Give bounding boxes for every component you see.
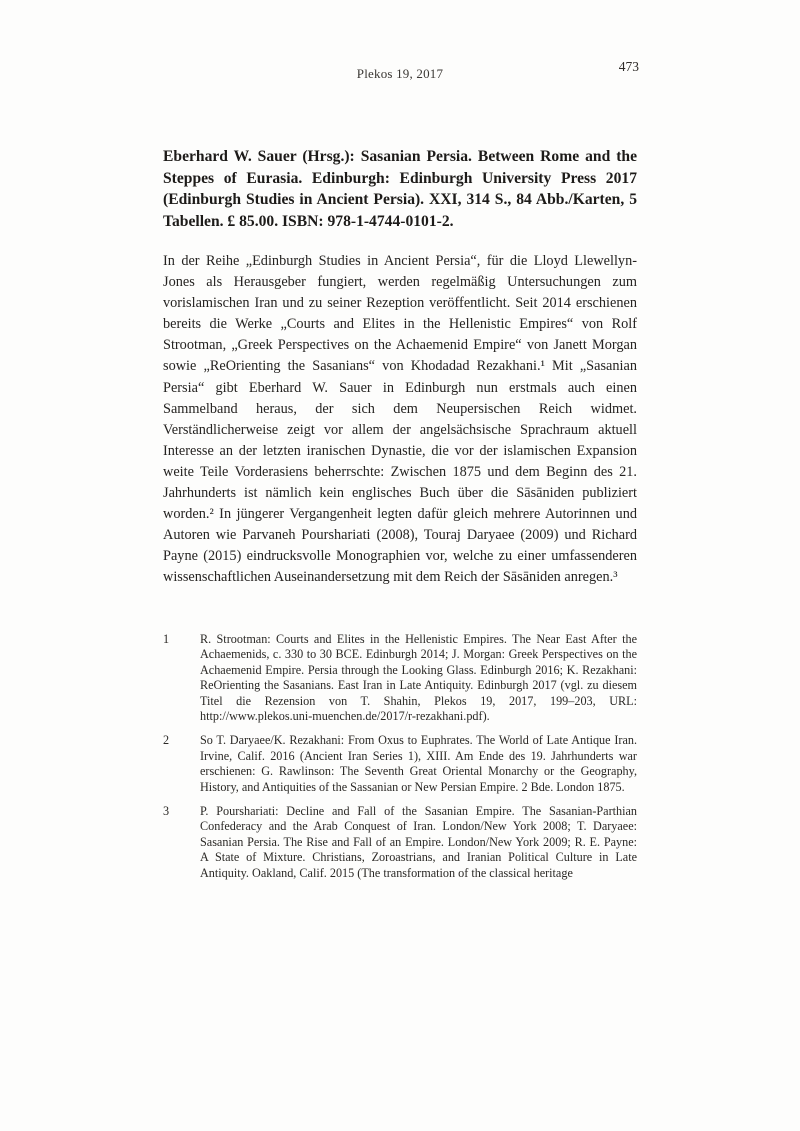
bibliographic-heading: Eberhard W. Sauer (Hrsg.): Sasanian Persia. Between Rome and the Steppes of Eurasia. Edinburgh: Edinburgh University Press 2017 (Edinburgh Studies in Ancient Persia). XXI, 314 S., 84 Abb./Karten, 5 Tabellen. £ 85.00. ISBN: 978-1-4744-0101-2. bbox=[163, 148, 637, 230]
page-number: 473 bbox=[618, 59, 639, 74]
footnote-2 bbox=[163, 733, 637, 795]
footnote-3 bbox=[163, 804, 637, 881]
journal-header: Plekos 19, 2017 bbox=[356, 66, 444, 81]
footnote-1-text: R. Strootman: Courts and Elites in the Hellenistic Empires. The Near East After the Achaemenids, c. 330 to 30 BCE. Edinburgh 2014; J. Morgan: Greek Perspectives on the Achaemenid Empire. Persia through the Looking Glass. Edinburgh 2016; K. Rezakhani: ReOrienting the Sasanians. East Iran in Late Antiquity. Edinburgh 2017 (vgl. zu diesem Titel die Rezension von T. Shahin, Plekos 19, 2017, 199–203, URL: http://www.plekos.uni-muenchen.de/2017/r-rezakhani.pdf). bbox=[200, 632, 637, 724]
footnote-1-number: 1 bbox=[163, 632, 170, 646]
running-head bbox=[163, 59, 639, 86]
footnotes-block bbox=[163, 632, 637, 890]
footnote-3-text: P. Pourshariati: Decline and Fall of the Sasanian Empire. The Sasanian-Parthian Confederacy and the Arab Conquest of Iran. London/New York 2008; T. Daryaee: Sasanian Persia. The Rise and Fall of an Empire. London/New York 2009; R. E. Payne: A State of Mixture. Christians, Zoroastrians, and Iranian Political Culture in Late Antiquity. Oakland, Calif. 2015 (The transformation of the classical heritage bbox=[200, 804, 637, 880]
review-body-paragraph: In der Reihe „Edinburgh Studies in Ancient Persia“, für die Lloyd Llewellyn-Jones als Herausgeber fungiert, werden regelmäßig Untersuchungen zum vorislamischen Iran und zu seiner Rezeption veröffentlicht. Seit 2014 erschienen bereits die Werke „Courts and Elites in the Hellenistic Empires“ von Rolf Strootman, „Greek Perspectives on the Achaemenid Empire“ von Janett Morgan sowie „ReOrienting the Sasanians“ von Khodadad Rezakhani.¹ Mit „Sasanian Persia“ gibt Eberhard W. Sauer in Edinburgh nun erstmals auch einen Sammelband heraus, der sich dem Neupersischen Reich widmet. Verständlicherweise zeigt vor allem der angelsächsische Sprachraum aktuell Interesse an der letzten iranischen Dynastie, die vor der islamischen Expansion weite Teile Vorderasiens beherrschte: Zwischen 1875 und dem Beginn des 21. Jahrhunderts ist nämlich kein englisches Buch über die Sāsāniden publiziert worden.² In jüngerer Vergangenheit legten dafür gleich mehrere Autorinnen und Autoren wie Parvaneh Pourshariati (2008), Touraj Daryaee (2009) und Richard Payne (2015) eindrucksvolle Monographien vor, welche zu einer umfassenderen wissenschaftlichen Auseinandersetzung mit dem Reich der Sāsāniden anregen.³ bbox=[163, 253, 637, 586]
footnote-2-number: 2 bbox=[163, 733, 170, 748]
footnote-2-text: So T. Daryaee/K. Rezakhani: From Oxus to Euphrates. The World of Late Antique Iran. Irvine, Calif. 2016 (Ancient Iran Series 1), XIII. Am Ende des 19. Jahrhunderts war erschienen: G. Rawlinson: The Seventh Great Oriental Monarchy or the Geography, History, and Antiquities of the Sassanian or New Persian Empire. 2 Bde. London 1875. bbox=[200, 733, 637, 794]
footnote-3-number: 3 bbox=[163, 804, 170, 819]
footnote-1 bbox=[163, 632, 637, 724]
